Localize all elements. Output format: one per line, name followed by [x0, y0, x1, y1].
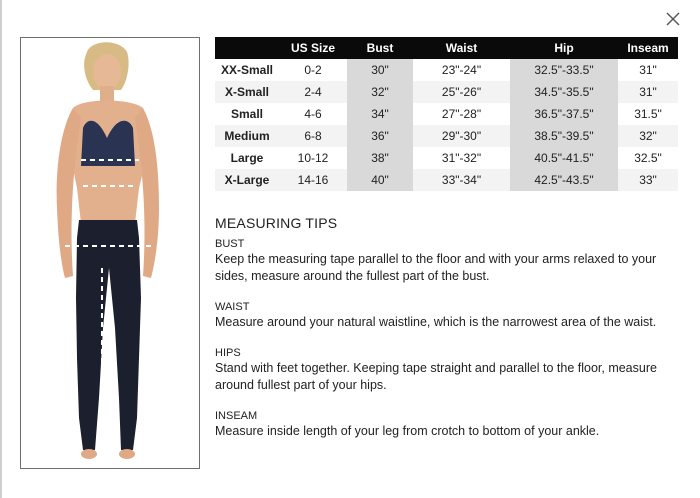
tip-label: WAIST: [215, 301, 250, 313]
hip-cell: 34.5"-35.5": [510, 81, 618, 103]
tip-hips: [215, 346, 685, 394]
us-size-cell: 14-16: [279, 169, 347, 191]
tip-label: HIPS: [215, 347, 241, 359]
us-size-cell: 10-12: [279, 147, 347, 169]
inseam-cell: 33": [618, 169, 678, 191]
table-row: [215, 81, 678, 103]
close-button[interactable]: [664, 10, 682, 28]
bust-cell: 32": [347, 81, 413, 103]
hip-cell: 38.5"-39.5": [510, 125, 618, 147]
waist-cell: 33"-34": [413, 169, 510, 191]
size-name-cell: X-Small: [215, 81, 279, 103]
table-row: [215, 59, 678, 81]
hip-cell: 40.5"-41.5": [510, 147, 618, 169]
hip-cell: 36.5"-37.5": [510, 103, 618, 125]
bust-cell: 30": [347, 59, 413, 81]
us-size-cell: 4-6: [279, 103, 347, 125]
hip-cell: 32.5"-33.5": [510, 59, 618, 81]
waist-cell: 23"-24": [413, 59, 510, 81]
tip-inseam: [215, 409, 685, 440]
hip-cell: 42.5"-43.5": [510, 169, 618, 191]
bust-cell: 40": [347, 169, 413, 191]
table-row: [215, 147, 678, 169]
tip-bust: [215, 237, 685, 285]
measuring-tips-title: MEASURING TIPS: [215, 215, 338, 231]
waist-cell: 27"-28": [413, 103, 510, 125]
header-hip: Hip: [510, 37, 618, 59]
size-name-cell: X-Large: [215, 169, 279, 191]
close-icon: [664, 10, 682, 28]
measuring-tips-section: [215, 215, 685, 455]
table-header-row: [215, 37, 678, 59]
size-name-cell: Medium: [215, 125, 279, 147]
bust-cell: 36": [347, 125, 413, 147]
tip-text: Measure around your natural waistline, which is the narrowest area of the waist.: [215, 315, 657, 329]
size-name-cell: XX-Small: [215, 59, 279, 81]
tip-waist: [215, 300, 685, 331]
header-inseam: Inseam: [618, 37, 678, 59]
waist-cell: 31"-32": [413, 147, 510, 169]
tip-text: Measure inside length of your leg from crotch to bottom of your ankle.: [215, 424, 600, 438]
header-waist: Waist: [413, 37, 510, 59]
inseam-cell: 31": [618, 81, 678, 103]
header-bust: Bust: [347, 37, 413, 59]
window-left-edge: [0, 0, 2, 498]
header-us-size: US Size: [279, 37, 347, 59]
tip-text: Keep the measuring tape parallel to the floor and with your arms relaxed to your sides, measure around the fullest part of the bust.: [215, 252, 657, 283]
inseam-cell: 32": [618, 125, 678, 147]
inseam-cell: 31.5": [618, 103, 678, 125]
header-size-name: [215, 37, 279, 59]
model-measurement-illustration: [21, 38, 199, 468]
us-size-cell: 2-4: [279, 81, 347, 103]
size-chart-table: [215, 37, 678, 191]
inseam-cell: 32.5": [618, 147, 678, 169]
size-name-cell: Small: [215, 103, 279, 125]
waist-cell: 25"-26": [413, 81, 510, 103]
table-row: [215, 125, 678, 147]
model-image-frame: [20, 37, 200, 469]
table-row: [215, 169, 678, 191]
bust-cell: 34": [347, 103, 413, 125]
waist-cell: 29"-30": [413, 125, 510, 147]
us-size-cell: 6-8: [279, 125, 347, 147]
table-row: [215, 103, 678, 125]
inseam-cell: 31": [618, 59, 678, 81]
size-name-cell: Large: [215, 147, 279, 169]
tip-label: BUST: [215, 238, 245, 250]
tip-text: Stand with feet together. Keeping tape straight and parallel to the floor, measure around fullest part of your hips.: [215, 361, 657, 392]
bust-cell: 38": [347, 147, 413, 169]
tip-label: INSEAM: [215, 410, 258, 422]
us-size-cell: 0-2: [279, 59, 347, 81]
